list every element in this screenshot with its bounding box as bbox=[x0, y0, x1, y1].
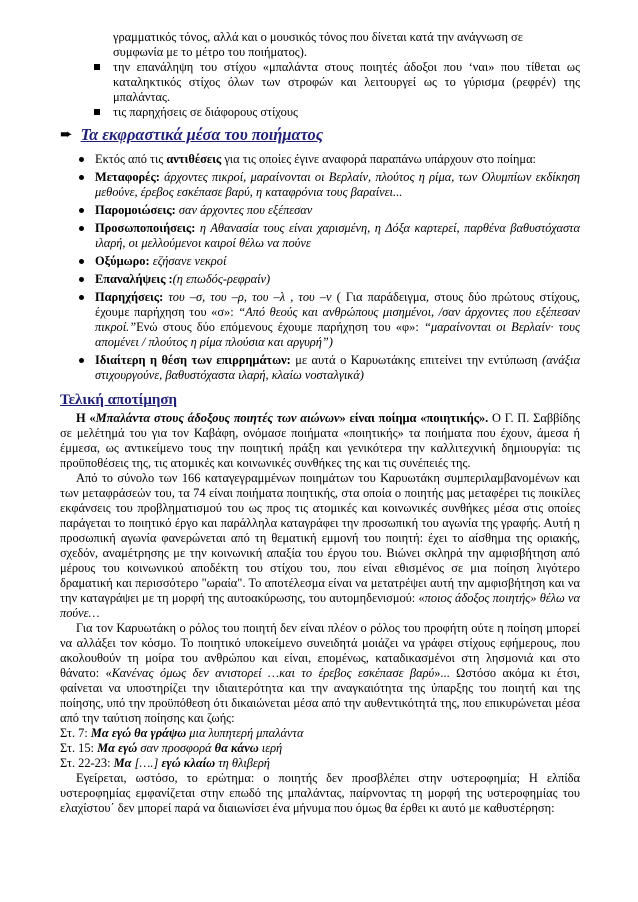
quote: “Από θεούς και ανθρώπους μισημένοι, /σαν άρχοντες που εξέπεσαν πικροί.” bbox=[95, 305, 580, 334]
term-text: άρχοντες πικροί, μαραίνονται οι Βερλαίν, πλούτος η ρίμα, των Ολυμπίων εκδίκηση μεθούνε, έρεβος εσκέπασε βαρύ, η καταφρόνια τους βαραίνει... bbox=[95, 170, 580, 199]
text: Για τον Καρυωτάκη ο ρόλος του ποιητή δεν είναι πλέον ο ρόλος του προφήτη ούτε η ποίηση μπορεί να αλλάξει τον κόσμο. Το ποιητικό υποκείμενο συνειδητά μοιάζει να γράφει στίχους εφήμερους, που ακολουθούν τη μοίρα του ανθρώπου και είναι, επομένως, καταδικασμένοι στη λησμονιά και στο θάνατο: « bbox=[60, 621, 580, 680]
list-item bbox=[78, 221, 580, 251]
verse-ref: Στ. 22-23: bbox=[60, 756, 114, 770]
verse-line bbox=[60, 726, 580, 741]
poem-title: Μπαλάντα στους άδοξους ποιητές των αιώνων bbox=[95, 411, 340, 425]
text: μια λυπητερή μπαλάντα bbox=[186, 726, 304, 740]
text: Μα bbox=[113, 756, 132, 770]
quote: Κανένας όμως δεν ανιστορεί …και το έρεβος εσκέπασε βαρύ bbox=[111, 666, 435, 680]
term-label: Μεταφορές: bbox=[95, 170, 160, 184]
verse-line bbox=[60, 756, 580, 771]
term-text: ( Για παράδειγμα, στους δύο πρώτους στίχους, έχουμε παρήχηση του «σ»: bbox=[95, 290, 580, 319]
final-heading: Τελική αποτίμηση bbox=[60, 392, 178, 408]
verse-line bbox=[60, 741, 580, 756]
verse-ref: Στ. 7: bbox=[60, 726, 91, 740]
text: [….] bbox=[131, 756, 162, 770]
term-text: σαν άρχοντες που εξέπεσαν bbox=[175, 203, 313, 217]
list-item bbox=[78, 254, 580, 269]
arrow-right-icon: ➨ bbox=[60, 127, 73, 143]
text: Ο Γ. Π. Σαββίδης σε μελέτημά του για τον Καβάφη, ονόμασε ποιήματα «ποιητικής» τα ποιήματα που έχουν, άμεσα ή έμμεσα, ως αντικείμενο τους την ποιητική πράξη και γενικότερα την καλλιτεχνική δημιουργία: τις προϋποθέσεις της, τις ατομικές και κοινωνικές συνθήκες της και τις συνέπειές της. bbox=[60, 411, 580, 470]
text: Η « bbox=[76, 411, 96, 425]
term-text: του –σ, του –ρ, του –λ , του –ν bbox=[163, 290, 337, 304]
list-item bbox=[78, 170, 580, 200]
continuation-line-1: γραμματικός τόνος, αλλά και ο μουσικός τόνος που δίνεται κατά την ανάγνωση σε bbox=[113, 30, 523, 44]
paragraph bbox=[60, 411, 580, 471]
term-text: η Αθανασία τους είναι χαρισμένη, η Δόξα καρτερεί, παρθένα βαθυστόχαστα ιλαρή, οι μελλούμενοι καιροί θέλω να πούνε bbox=[95, 221, 580, 250]
text: Μα εγώ θα γράψω bbox=[90, 726, 187, 740]
list-item: την επανάληψη του στίχου «μπαλάντα στους ποιητές άδοξοι που ‘ναι» που τίθεται ως καταληκτικός στίχος όλων των στροφών και λειτουργεί ως το γύρισμα (ρεφρέν) της μπαλάντας. bbox=[94, 60, 580, 105]
text: εγώ κλαίω bbox=[161, 756, 216, 770]
term-text: με αυτά ο Καρυωτάκης επιτείνει την εντύπωση bbox=[290, 353, 543, 367]
text: Μα εγώ bbox=[97, 741, 138, 755]
text: » είναι ποίημα «ποιητικής». bbox=[339, 411, 489, 425]
text: θα κάνω bbox=[214, 741, 259, 755]
term-text: (ανάξια στιχουργούνε, βαθυστόχαστα ιλαρή, κλαίω νοσταλγικά) bbox=[95, 353, 580, 382]
list-item: τις παρηχήσεις σε διάφορους στίχους bbox=[94, 105, 580, 120]
text: »... Ωστόσο ακόμα κι έτσι, φαίνεται να υποστηρίζει την ιδιαιτερότητα και την αναγκαιότητα της ύπαρξης του ποιητή και της ποίησης, υπό την προϋπόθεση ότι δικαιώνεται μέσα από την αυθεντικότητά της, που επικυρώνεται μέσα από την ταύτιση ποίησης και ζωής: bbox=[60, 666, 581, 725]
means-list bbox=[78, 152, 580, 383]
list-item bbox=[78, 152, 580, 167]
list-item bbox=[78, 353, 580, 383]
term-label: Παρομοιώσεις: bbox=[95, 203, 176, 217]
list-item bbox=[78, 290, 580, 350]
term-label: Επαναλήψεις : bbox=[95, 272, 173, 286]
text: αντιθέσεις bbox=[166, 152, 222, 166]
verse-ref: Στ. 15: bbox=[60, 741, 98, 755]
text: Εκτός από τις bbox=[95, 152, 167, 166]
section-heading bbox=[60, 126, 580, 144]
text: για τις οποίες έγινε αναφορά παραπάνω υπάρχουν στο ποίημα: bbox=[221, 152, 536, 166]
section-title: Τα εκφραστικά μέσα του ποιήματος bbox=[80, 125, 324, 144]
paragraph: Εγείρεται, ωστόσο, το ερώτημα: ο ποιητής δεν προσβλέπει στην υστεροφημία; Η ελπίδα υστεροφημίας εμφανίζεται στην επωδό της μπαλάντας, παίρνοντας τη μορφή της υστεροφημίας του ελαχίστου΄ δεν μπορεί παρά να διαιωνίσει ένα μήνυμα που όμως θα έρθει κι αυτό με καθυστέρηση: bbox=[60, 771, 580, 815]
text: Από το σύνολο των 166 καταγεγραμμένων ποιημάτων του Καρυωτάκη συμπεριλαμβανομένων και των μεταφράσεών του, τα 74 είναι ποιήματα ποιητικής, στα οποία ο ποιητής μας μεταφέρει τις ποικίλες εκφάνσεις του προβληματισμού του ως προς τις ατομικές και κοινωνικές συνθήκες μέσα στις οποίες παράγεται το ποιητικό έργο και παράλληλα καταγράφει την προσωπική του αγωνία της γραφής. Αυτή η προσωπική αγωνία φανερώνεται από τη θεματική εμμονή του ποιητή: έχει το αίσθημα της οριακής, σχεδόν, αναμέτρησης με την κοινωνική απαξία του έργου του. Βιώνει σκληρά την αμφισβήτηση από μέρους του κοινωνικού αποδέκτη του στίχου του, που είναι εθισμένος σε μια ποίηση λιγότερο δραματική και περισσότερο "ωραία". Το αποτέλεσμα είναι να μετατρέψει αυτή την αμφισβήτηση και να την καταγράψει με τη μορφή της αυτοακύρωσης, του αυτομηδενισμού: « bbox=[60, 471, 580, 605]
term-label: Παρηχήσεις: bbox=[95, 290, 164, 304]
paragraph bbox=[60, 471, 580, 621]
top-bullet-list bbox=[94, 60, 580, 120]
quote: ποιος άδοξος ποιητής» θέλω να πούνε… bbox=[60, 591, 581, 620]
text: ιερή bbox=[258, 741, 283, 755]
paragraph bbox=[60, 621, 580, 726]
term-text: Ενώ στους δύο επόμενους έχουμε παρήχηση του «φ»: bbox=[136, 320, 424, 334]
term-label: Προσωποποιήσεις: bbox=[95, 221, 196, 235]
list-item bbox=[78, 272, 580, 287]
continuation-line-2: συμφωνία με το μέτρο του ποιήματος). bbox=[113, 45, 307, 59]
term-label: Οξύμωρο: bbox=[95, 254, 150, 268]
quote: “μαραίνονται οι Βερλαίν· τους απομένει / πλούτος η ρίμα πλούσια και αργυρή”) bbox=[95, 320, 580, 349]
text: τη θλιβερή bbox=[215, 756, 270, 770]
text: σαν προσφορά bbox=[137, 741, 215, 755]
term-label: Ιδιαίτερη η θέση των επιρρημάτων: bbox=[95, 353, 291, 367]
term-text: εζήσανε νεκροί bbox=[149, 254, 227, 268]
term-text: (η επωδός-ρεφραίν) bbox=[172, 272, 271, 286]
list-item bbox=[78, 203, 580, 218]
